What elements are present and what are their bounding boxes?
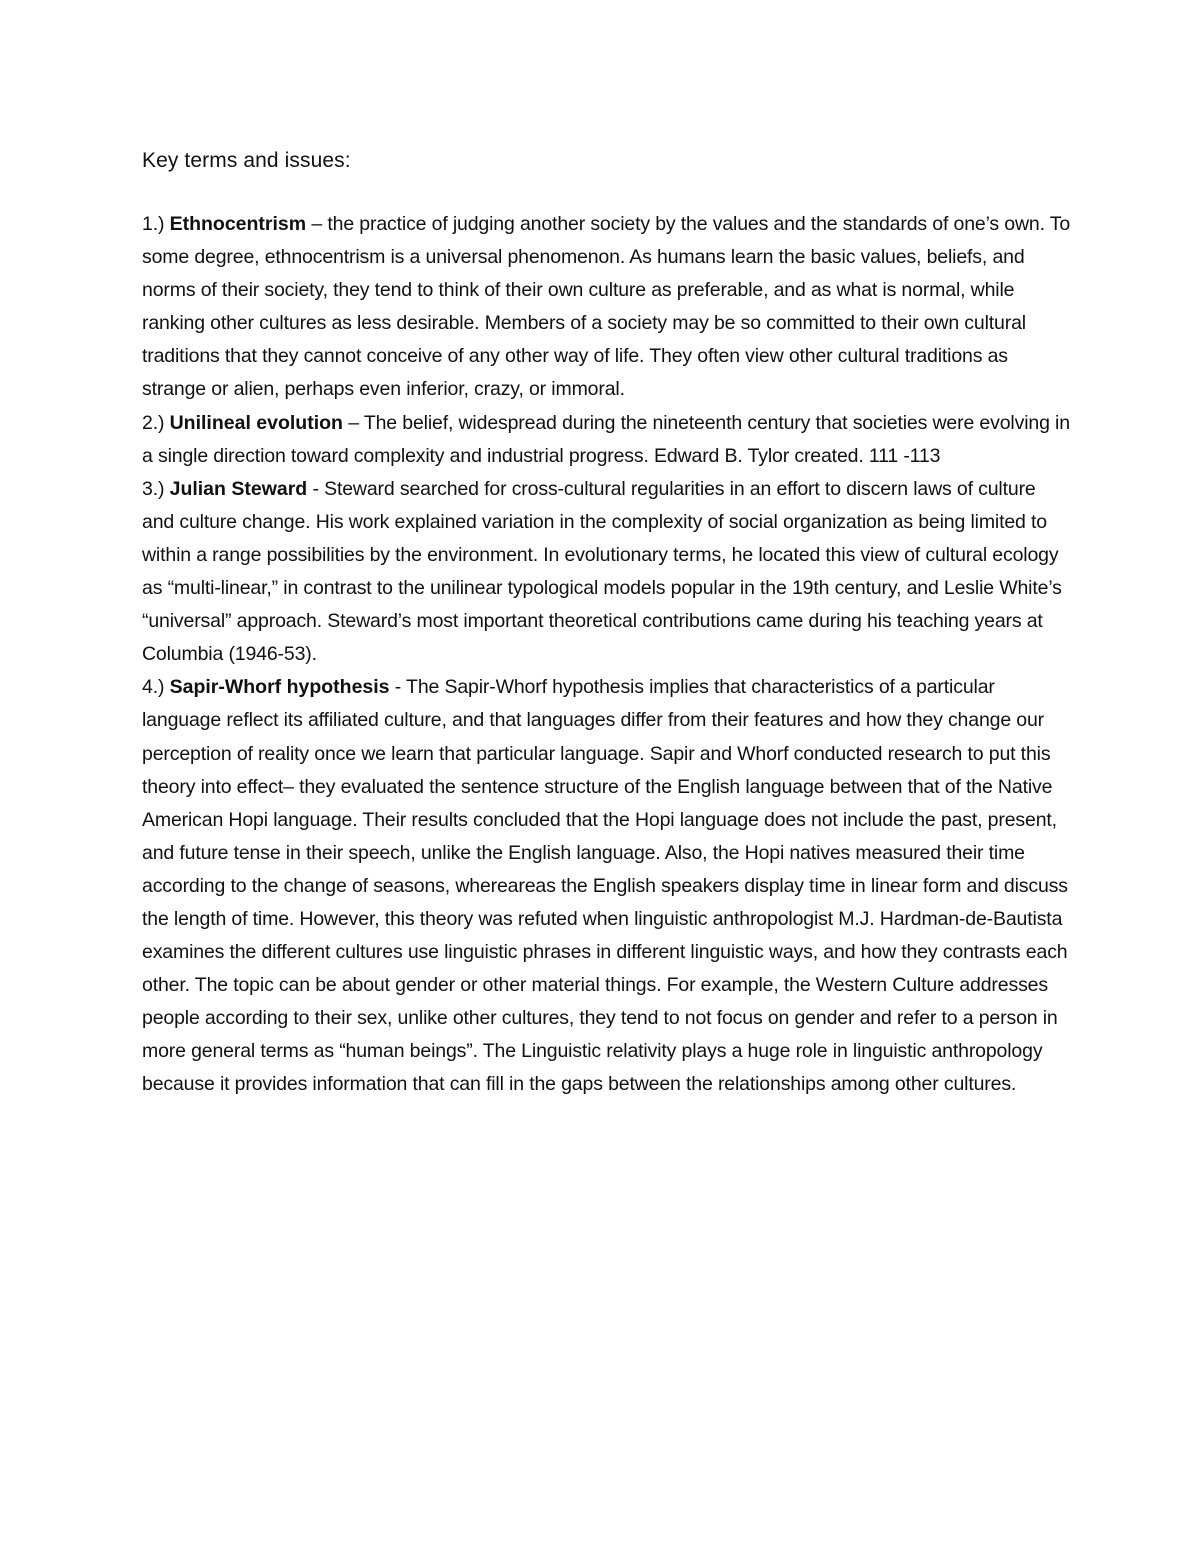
term-name: Julian Steward (169, 477, 308, 500)
document-heading: Key terms and issues: (142, 149, 351, 172)
term-definition: - The Sapir-Whorf hypothesis implies that characteristics of a particular language reflect its affiliated culture, and that languages differ from their features and how they change our perception of reality once we learn that particular language. Sapir and Whorf conducted research to put this theory into effect– they evaluated the sentence structure of the English language between that of the Native American Hopi language. Their results concluded that the Hopi language does not include the past, present, and future tense in their speech, unlike the English language. Also, the Hopi natives measured their time according to the change of seasons, whereareas the English speakers display time in linear form and discuss the length of time. However, this theory was refuted when linguistic anthropologist M.J. Hardman-de-Bautista examines the different cultures use linguistic phrases in different linguistic ways, and how they contrasts each other. The topic can be about gender or other material things. For example, the Western Culture addresses people according to their sex, unlike other cultures, they tend to not focus on gender and refer to a person in more general terms as “human beings”. The Linguistic relativity plays a huge role in linguistic anthropology because it provides information that can fill in the gaps between the relationships among other cultures. (142, 676, 1068, 1096)
term-name: Sapir-Whorf hypothesis (169, 676, 390, 699)
term-number: 1.) (142, 213, 165, 235)
term-number: 3.) (142, 477, 165, 500)
term-number: 4.) (142, 676, 165, 699)
term-number: 2.) (142, 411, 165, 434)
term-julian-steward (142, 473, 1072, 672)
term-unilineal-evolution (142, 407, 1072, 473)
term-name: Unilineal evolution (169, 411, 343, 434)
term-definition: – the practice of judging another society by the values and the standards of one’s own. To some degree, ethnocentrism is a universal phenomenon. As humans learn the basic values, beliefs, and norms of their society, they tend to think of their own culture as preferable, and as what is normal, while ranking other cultures as less desirable. Members of a society may be so committed to their own cultural traditions that they cannot conceive of any other way of life. They often view other cultural traditions as strange or alien, perhaps even inferior, crazy, or immoral. (142, 213, 1071, 401)
term-sapir-whorf-hypothesis (142, 671, 1072, 1101)
term-definition: - Steward searched for cross-cultural regularities in an effort to discern laws of culture and culture change. His work explained variation in the complexity of social organization as being limited to within a range possibilities by the environment. In evolutionary terms, he located this view of cultural ecology as “multi-linear,” in contrast to the unilinear typological models popular in the 19th century, and Leslie White’s “universal” approach. Steward’s most important theoretical contributions came during his teaching years at Columbia (1946-53). (142, 477, 1062, 666)
term-ethnocentrism (142, 208, 1072, 407)
term-name: Ethnocentrism (169, 213, 307, 235)
document-body (142, 145, 1072, 1102)
term-definition: – The belief, widespread during the nineteenth century that societies were evolving in a single direction toward complexity and industrial progress. Edward B. Tylor created. 111 -113 (142, 411, 1070, 467)
